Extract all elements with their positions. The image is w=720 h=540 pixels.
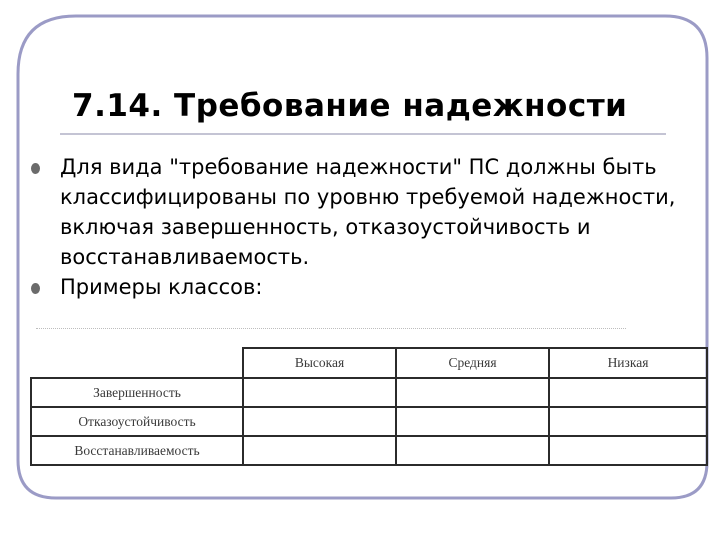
table-header-row xyxy=(31,348,707,378)
row-label-recoverability: Восстанавливаемость xyxy=(31,436,243,465)
table-row xyxy=(31,378,707,407)
table-cell xyxy=(243,407,396,436)
table-cell xyxy=(243,436,396,465)
table-cell xyxy=(396,407,549,436)
column-header-high: Высокая xyxy=(243,348,396,378)
bullet-list xyxy=(28,152,688,302)
bullet-text: Примеры классов: xyxy=(60,275,263,299)
bullet-item-requirement xyxy=(28,152,688,272)
slide-title: 7.14. Требование надежности xyxy=(72,88,628,124)
table-cell xyxy=(549,436,707,465)
table-cell xyxy=(396,378,549,407)
table-row xyxy=(31,407,707,436)
title-divider xyxy=(60,133,666,135)
bullet-dot-icon xyxy=(31,163,40,174)
column-header-medium: Средняя xyxy=(396,348,549,378)
separator-line xyxy=(36,328,626,329)
bullet-dot-icon xyxy=(31,283,40,294)
row-label-fault-tolerance: Отказоустойчивость xyxy=(31,407,243,436)
row-label-completeness: Завершенность xyxy=(31,378,243,407)
table-corner-cell xyxy=(31,348,243,378)
bullet-item-examples xyxy=(28,272,688,302)
reliability-classes-table xyxy=(30,347,708,466)
table-cell xyxy=(549,378,707,407)
table-cell xyxy=(243,378,396,407)
table-row xyxy=(31,436,707,465)
bullet-text: Для вида "требование надежности" ПС должны быть классифицированы по уровню требуемой надежности, включая завершенность, отказоустойчивость и восстанавливаемость. xyxy=(60,155,676,269)
table-cell xyxy=(549,407,707,436)
column-header-low: Низкая xyxy=(549,348,707,378)
table-cell xyxy=(396,436,549,465)
